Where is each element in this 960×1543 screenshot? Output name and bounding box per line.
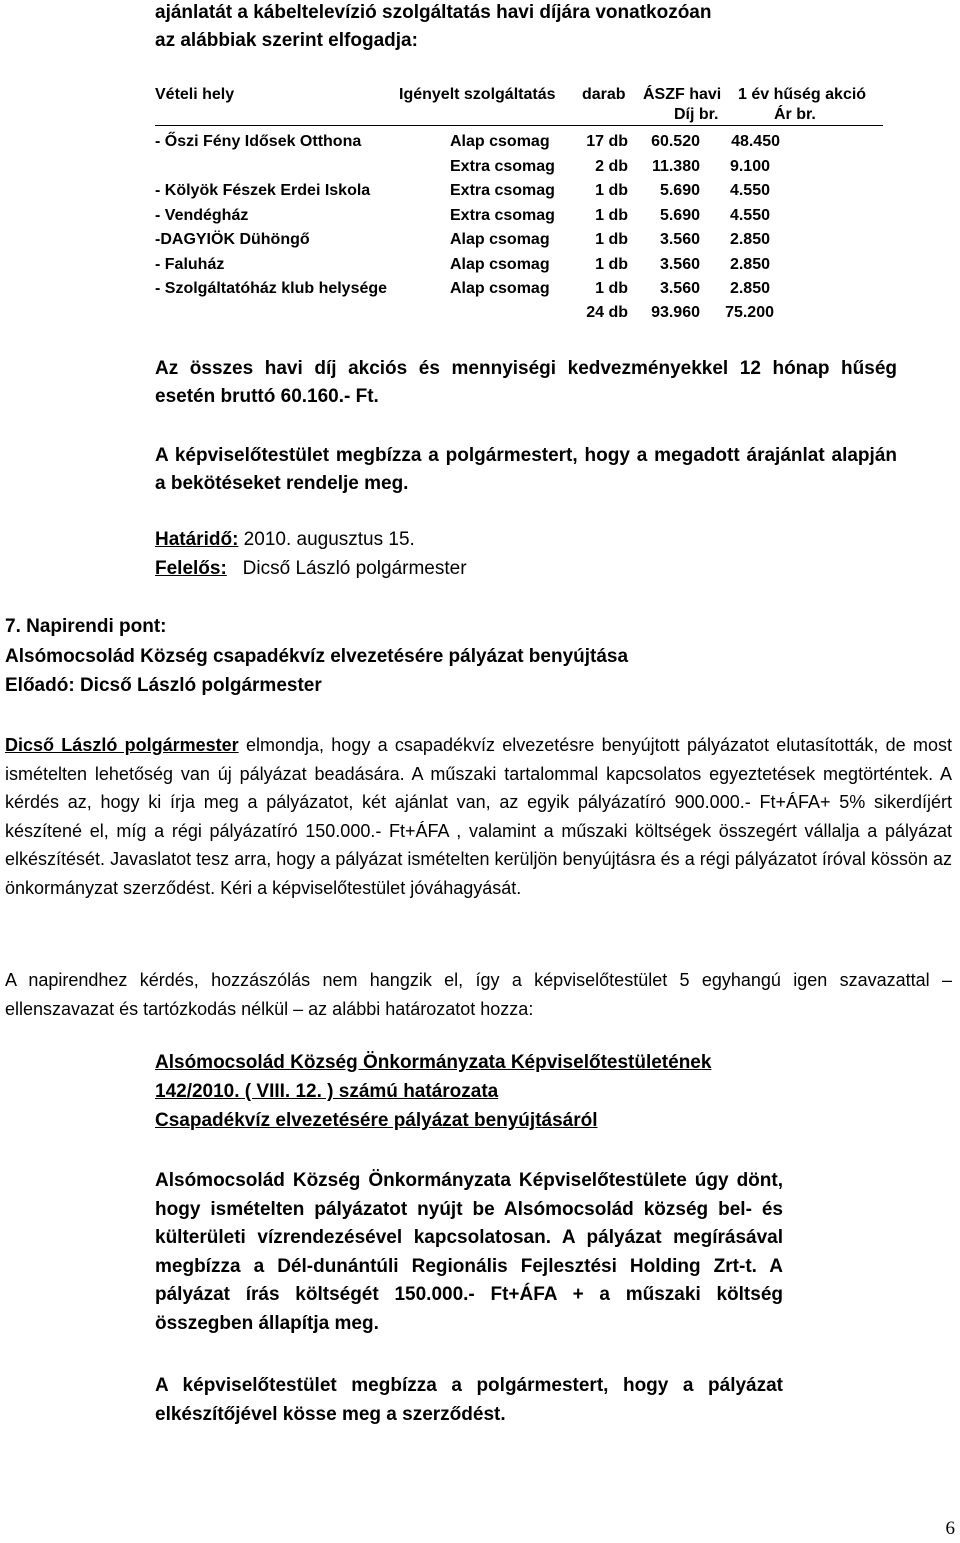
row-loyalty: 4.550 <box>729 182 770 199</box>
row-service: Extra csomag <box>450 158 555 175</box>
row-loyalty: 4.550 <box>729 207 770 224</box>
row-qty: 1 db <box>595 182 628 199</box>
row-loyalty: 9.100 <box>729 158 770 175</box>
row-service: Extra csomag <box>450 207 555 224</box>
header-aszf-1: ÁSZF havi <box>643 86 722 103</box>
mandate-paragraph: A képviselőtestület megbízza a polgármestert, hogy a megadott árajánlat alapján a bekötéseket rendelje meg. <box>155 445 897 494</box>
agenda-number: 7. Napirendi pont: <box>5 616 167 637</box>
agenda-title: Alsómocsolád Község csapadékvíz elvezetésére pályázat benyújtása <box>5 646 629 667</box>
row-aszf: 3.560 <box>659 256 700 273</box>
row-place: - Faluház <box>155 256 225 273</box>
resolution-title-2: 142/2010. ( VIII. 12. ) számú határozata <box>155 1081 499 1102</box>
page-number: 6 <box>945 1518 955 1539</box>
row-loyalty: 48.450 <box>731 133 780 150</box>
row-place: - Őszi Fény Idősek Otthona <box>155 133 362 150</box>
row-qty: 1 db <box>595 256 628 273</box>
row-service: Alap csomag <box>450 133 550 150</box>
row-loyalty: 2.850 <box>729 256 770 273</box>
row-aszf: 60.520 <box>651 133 700 150</box>
row-aszf: 11.380 <box>651 158 700 175</box>
row-place: - Vendégház <box>155 207 249 224</box>
row-service: Alap csomag <box>450 280 550 297</box>
header-rule <box>155 125 883 126</box>
row-qty: 1 db <box>595 231 628 248</box>
discussion-paragraph <box>5 731 952 902</box>
resolution-title-3: Csapadékvíz elvezetésére pályázat benyújtásáról <box>155 1110 598 1131</box>
header-service: Igényelt szolgáltatás <box>399 86 556 103</box>
total-loyalty: 75.200 <box>725 304 774 321</box>
row-loyalty: 2.850 <box>729 231 770 248</box>
resolution-body-2: A képviselőtestület megbízza a polgármestert, hogy a pályázat elkészítőjével kösse meg a szerződést. <box>155 1375 783 1425</box>
header-aszf-2: Díj br. <box>674 106 719 123</box>
row-service: Alap csomag <box>450 256 550 273</box>
header-loyalty-2: Ár br. <box>774 106 816 123</box>
row-qty: 17 db <box>586 133 628 150</box>
total-aszf: 93.960 <box>651 304 700 321</box>
resolution-title-1: Alsómocsolád Község Önkormányzata Képviselőtestületének <box>155 1052 712 1073</box>
row-place: -DAGYIÖK Dühöngő <box>155 231 310 248</box>
responsible-label: Felelős: <box>155 558 227 579</box>
speaker-name: Dicső László polgármester <box>5 735 239 755</box>
row-service: Extra csomag <box>450 182 555 199</box>
discussion-text: elmondja, hogy a csapadékvíz elvezetésre benyújtott pályázatot elutasították, de most ismételten lehetőség van új pályázat beadására. A műszaki tartalommal kapcsolatos egyeztetések megtörténtek. A kérdés az, hogy ki írja meg a pályázatot, két ajánlat van, az egyik pályázatíró 900.000.- Ft+ÁFA+ 5% sikerdíjért készítené el, míg a régi pályázatíró 150.000.- Ft+ÁFA , valamint a műszaki költségek összegért vállalja a pályázat elkészítését. Javaslatot tesz arra, hogy a pályázat ismételten kerüljön benyújtásra és a régi pályázatot íróval kössön az önkormányzat szerződést. Kéri a képviselőtestület jóváhagyását. <box>5 735 952 898</box>
row-qty: 2 db <box>595 158 628 175</box>
intro-line-2: az alábbiak szerint elfogadja: <box>155 30 418 51</box>
vote-paragraph: A napirendhez kérdés, hozzászólás nem hangzik el, így a képviselőtestület 5 egyhangú igen szavazattal – ellenszavazat és tartózkodás nélkül – az alábbi határozatot hozza: <box>5 970 952 1019</box>
row-aszf: 5.690 <box>659 182 700 199</box>
responsible-value: Dicső László polgármester <box>242 558 467 579</box>
row-service: Alap csomag <box>450 231 550 248</box>
header-loyalty-1: 1 év hűség akció <box>738 86 867 103</box>
row-place: - Kölyök Fészek Erdei Iskola <box>155 182 371 199</box>
row-aszf: 5.690 <box>659 207 700 224</box>
deadline-value: 2010. augusztus 15. <box>238 529 415 550</box>
row-aszf: 3.560 <box>659 231 700 248</box>
row-qty: 1 db <box>595 207 628 224</box>
resolution-body-1: Alsómocsolád Község Önkormányzata Képviselőtestülete úgy dönt, hogy ismételten pályázatot nyújt be Alsómocsolád község bel- és külterületi vízrendezésével kapcsolatosan. A pályázat megírásával megbízza a Dél-dunántúli Regionális Fejlesztési Holding Zrt-t. A pályázat írás költségét 150.000.- Ft+ÁFA + a műszaki költség összegben állapítja meg. <box>155 1170 783 1334</box>
deadline-label: Határidő: <box>155 529 239 550</box>
summary-paragraph: Az összes havi díj akciós és mennyiségi kedvezményekkel 12 hónap hűség esetén bruttó 60.160.- Ft. <box>155 358 897 407</box>
row-loyalty: 2.850 <box>729 280 770 297</box>
header-place: Vételi hely <box>155 86 235 103</box>
deadline-line <box>155 529 415 551</box>
header-qty: darab <box>582 86 626 103</box>
row-place: - Szolgáltatóház klub helysége <box>155 280 388 297</box>
intro-line-1: ajánlatát a kábeltelevízió szolgáltatás havi díjára vonatkozóan <box>155 2 712 23</box>
responsible-line <box>155 558 467 580</box>
row-aszf: 3.560 <box>659 280 700 297</box>
row-qty: 1 db <box>595 280 628 297</box>
agenda-presenter: Előadó: Dicső László polgármester <box>5 675 322 696</box>
total-qty: 24 db <box>586 304 628 321</box>
